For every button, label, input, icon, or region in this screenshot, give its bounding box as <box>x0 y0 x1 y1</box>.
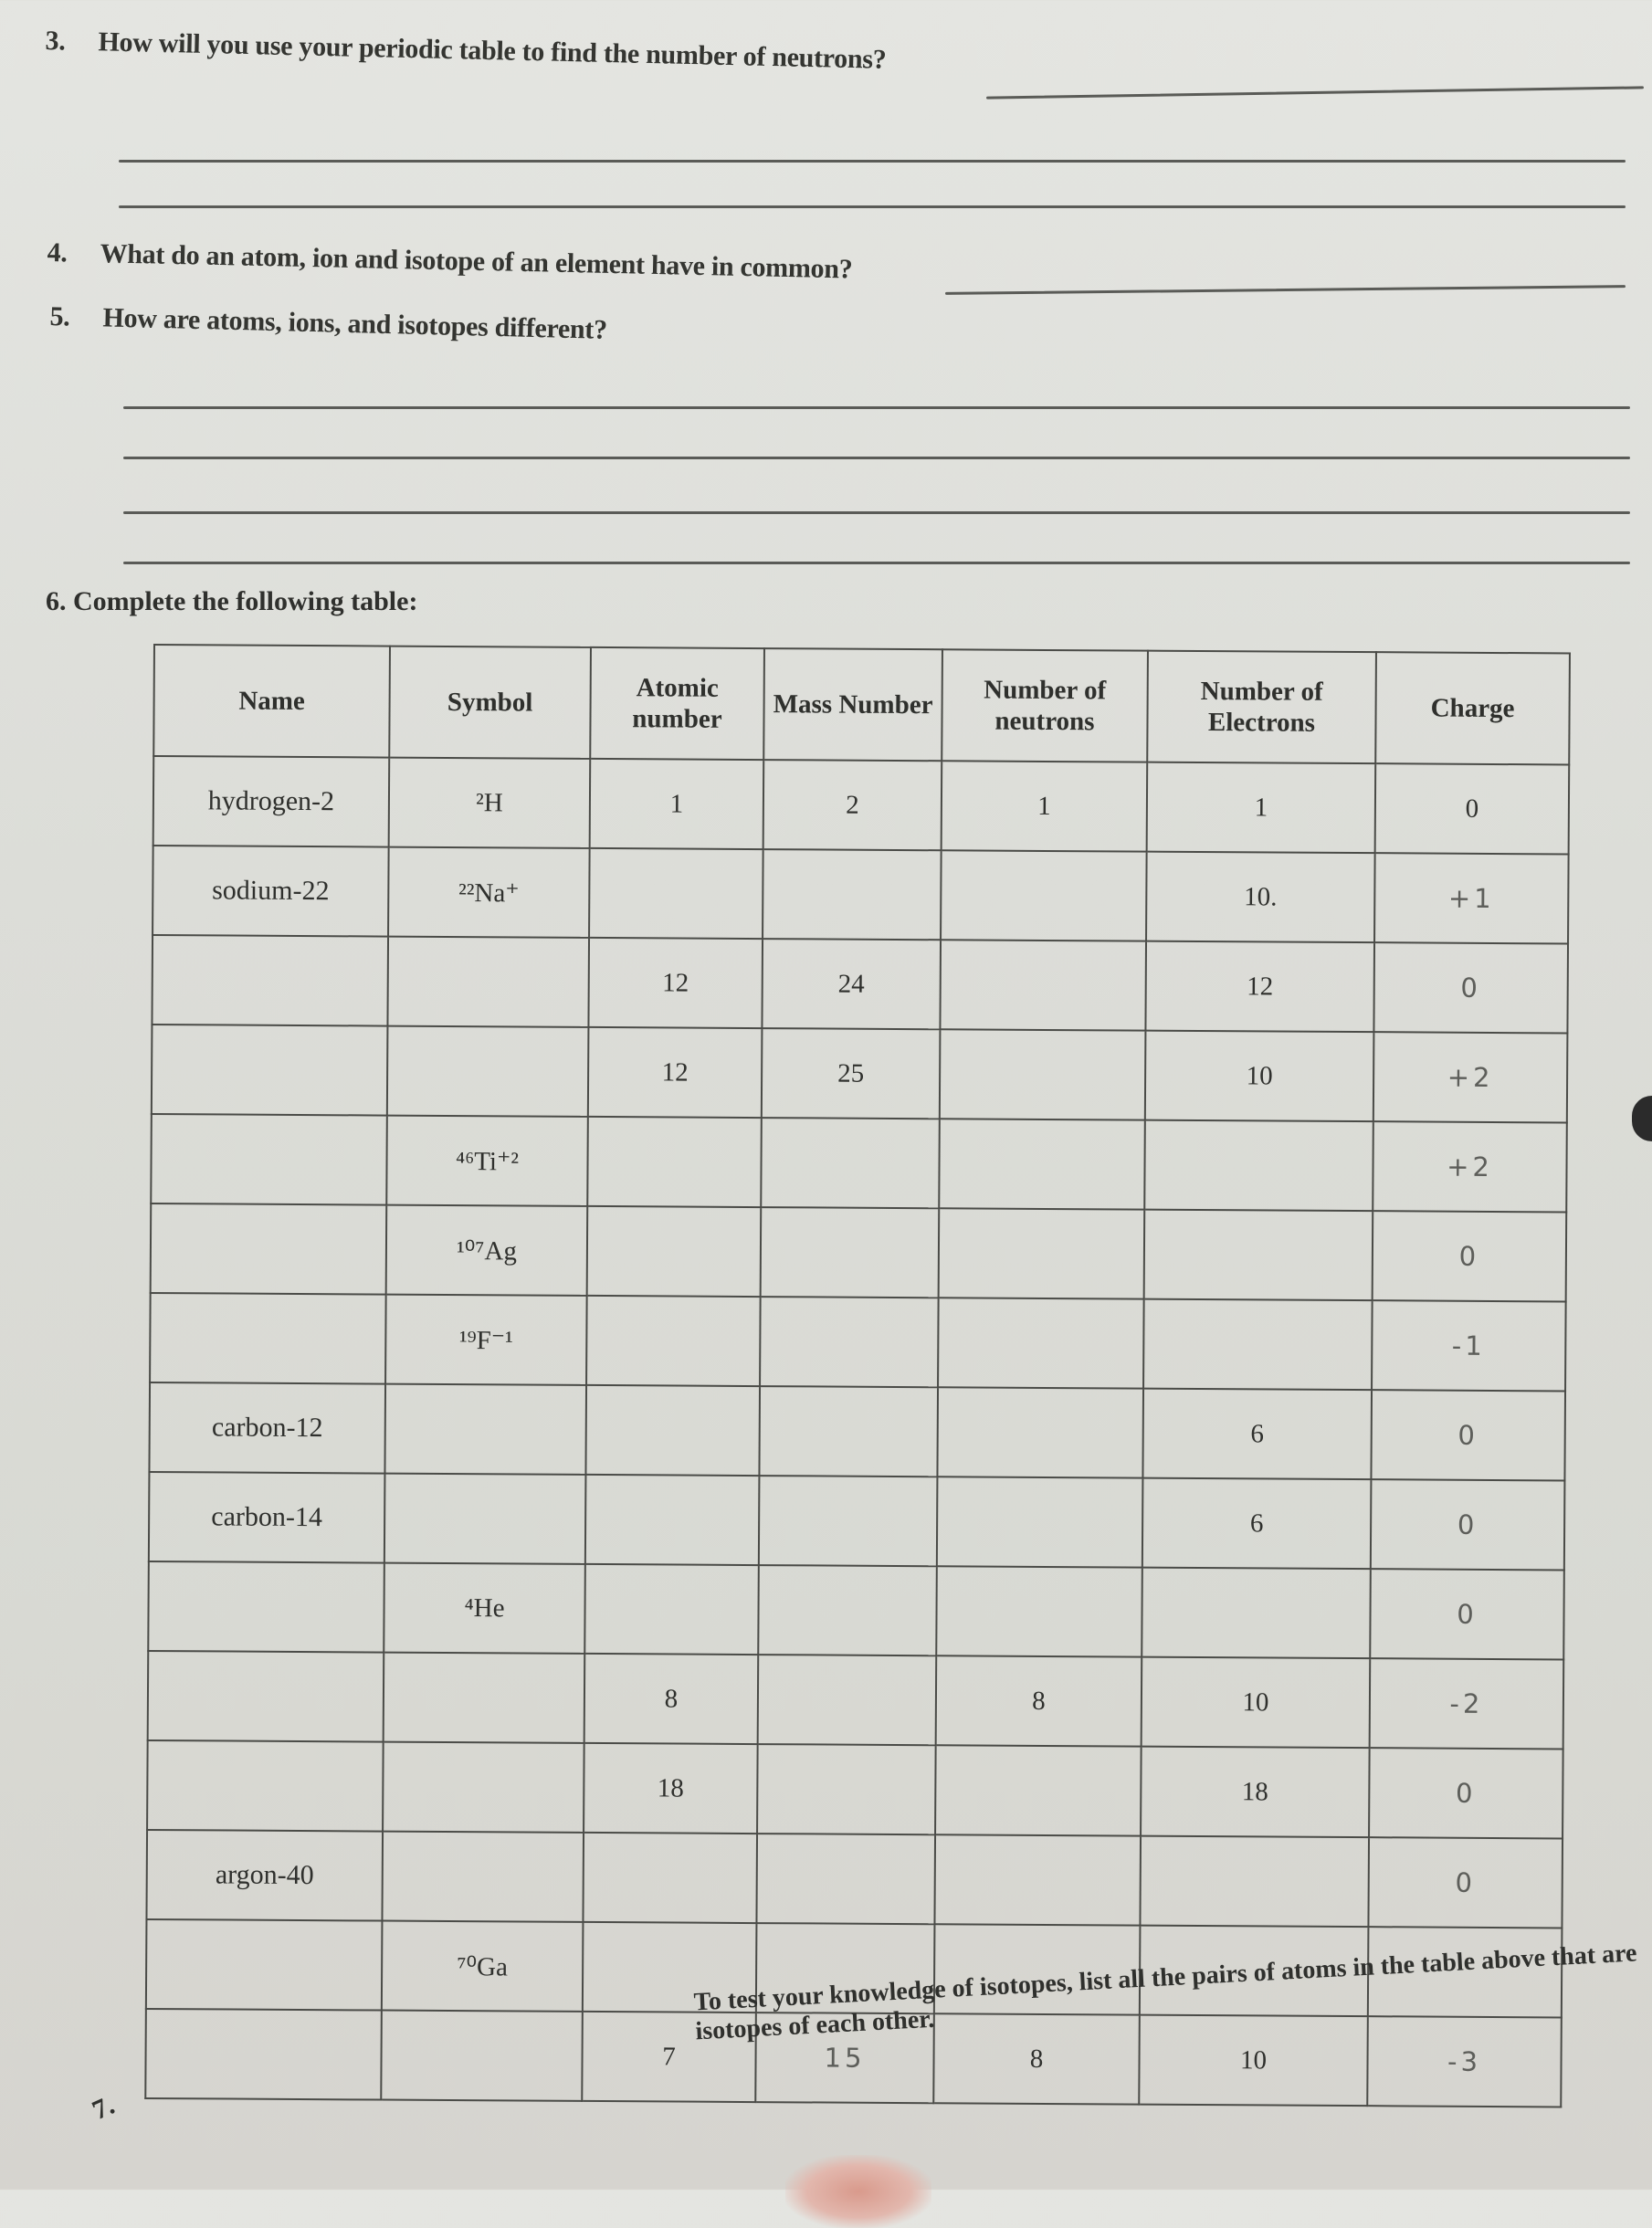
question-text: How are atoms, ions, and isotopes different? <box>102 302 608 345</box>
table-row <box>152 935 1568 1033</box>
cell-neutrons[interactable] <box>941 850 1147 941</box>
cell-charge-handwritten[interactable]: +1 <box>1374 853 1569 943</box>
table-row <box>151 1114 1567 1212</box>
header-electrons: Number of Electrons <box>1147 651 1376 764</box>
cell-symbol[interactable]: ⁴⁶Ti⁺² <box>386 1116 588 1206</box>
cell-atomic-number[interactable] <box>587 1117 762 1207</box>
cell-name[interactable] <box>152 1025 388 1116</box>
table-row <box>153 756 1570 854</box>
cell-name[interactable] <box>146 1919 383 2011</box>
finger-in-frame <box>785 2155 931 2228</box>
cell-atomic-number[interactable] <box>587 1206 762 1297</box>
cell-name[interactable]: argon-40 <box>146 1830 383 1921</box>
cell-atomic-number[interactable] <box>586 1296 761 1386</box>
cell-electrons[interactable]: 1 <box>1147 762 1376 854</box>
cell-name[interactable] <box>150 1293 386 1384</box>
isotope-table <box>144 644 1571 2107</box>
header-mass-number: Mass Number <box>763 648 942 761</box>
cell-atomic-number[interactable] <box>589 848 763 939</box>
cell-symbol[interactable]: ⁴He <box>384 1563 585 1654</box>
cell-electrons[interactable] <box>1143 1299 1373 1391</box>
cell-neutrons[interactable]: 8 <box>936 1655 1142 1746</box>
question-text: What do an atom, ion and isotope of an element have in common? <box>100 238 853 285</box>
cell-name[interactable] <box>152 935 388 1026</box>
answer-line[interactable] <box>945 285 1626 295</box>
cell-electrons[interactable]: 10 <box>1145 1031 1374 1122</box>
cell-symbol[interactable]: ²²Na⁺ <box>388 847 590 938</box>
cell-neutrons[interactable] <box>937 1387 1143 1477</box>
question-6 <box>46 586 417 617</box>
cell-electrons[interactable] <box>1144 1120 1373 1212</box>
answer-line[interactable] <box>119 205 1626 208</box>
cell-charge-handwritten[interactable]: +2 <box>1373 1032 1568 1122</box>
question-text: How will you use your periodic table to find the number of neutrons? <box>98 26 887 75</box>
cell-name[interactable] <box>151 1203 387 1295</box>
cell-charge-handwritten[interactable]: -2 <box>1370 1658 1564 1749</box>
cell-charge-handwritten[interactable]: 0 <box>1373 942 1568 1033</box>
cell-mass-number[interactable]: 24 <box>762 939 941 1029</box>
cell-symbol[interactable] <box>383 1742 584 1833</box>
cell-electrons[interactable]: 6 <box>1142 1389 1372 1480</box>
cell-atomic-number[interactable]: 7 <box>582 2012 756 2102</box>
cell-name[interactable] <box>148 1561 384 1653</box>
cell-charge[interactable]: 0 <box>1375 763 1570 854</box>
cell-charge-handwritten[interactable]: 0 <box>1371 1390 1565 1480</box>
table-row <box>152 1025 1568 1122</box>
table-row <box>148 1651 1564 1749</box>
cell-neutrons[interactable] <box>940 940 1146 1030</box>
cell-neutrons[interactable]: 1 <box>942 761 1148 851</box>
cell-neutrons[interactable] <box>936 1566 1142 1656</box>
cell-atomic-number[interactable]: 8 <box>584 1654 759 1744</box>
cell-charge-handwritten[interactable]: 0 <box>1371 1479 1565 1570</box>
cell-neutrons[interactable] <box>935 1745 1142 1835</box>
table-header-row <box>153 645 1570 764</box>
question-number: 4. <box>47 237 68 268</box>
cell-neutrons[interactable] <box>940 1029 1146 1119</box>
header-atomic-number: Atomic number <box>590 647 764 760</box>
cell-electrons[interactable]: 10 <box>1142 1657 1371 1749</box>
cell-name[interactable] <box>148 1651 384 1742</box>
cell-mass-number[interactable] <box>759 1386 938 1477</box>
cell-name[interactable] <box>151 1114 387 1205</box>
table-row <box>148 1561 1564 1659</box>
cell-symbol[interactable]: ²H <box>389 758 591 848</box>
table-row <box>149 1382 1565 1480</box>
cell-mass-number[interactable] <box>759 1476 938 1566</box>
cell-atomic-number[interactable]: 18 <box>584 1743 758 1834</box>
cell-neutrons[interactable]: 8 <box>933 2013 1140 2104</box>
cell-atomic-number[interactable]: 1 <box>590 759 764 849</box>
answer-line[interactable] <box>119 160 1626 163</box>
question-5 <box>49 301 607 346</box>
cell-electrons[interactable] <box>1142 1568 1371 1659</box>
table-row <box>153 846 1569 943</box>
answer-line[interactable] <box>986 86 1644 99</box>
cell-atomic-number[interactable] <box>585 1475 760 1565</box>
cell-charge-handwritten[interactable]: +2 <box>1373 1121 1567 1212</box>
cell-mass-number[interactable] <box>763 849 942 940</box>
question-number: 3. <box>45 26 66 57</box>
cell-electrons[interactable] <box>1140 1836 1369 1928</box>
cell-electrons[interactable]: 12 <box>1145 941 1374 1033</box>
answer-line[interactable] <box>123 457 1630 459</box>
cell-symbol[interactable] <box>384 1474 586 1564</box>
cell-mass-number[interactable] <box>761 1207 940 1298</box>
table-row <box>147 1740 1563 1838</box>
question-4 <box>47 237 852 285</box>
cell-electrons[interactable] <box>1144 1210 1373 1301</box>
cell-mass-number[interactable] <box>758 1655 937 1745</box>
cell-symbol[interactable]: ¹⁰⁷Ag <box>386 1205 588 1296</box>
binder-clip-shadow <box>1632 1096 1652 1141</box>
cell-symbol[interactable] <box>384 1653 585 1743</box>
cell-symbol[interactable] <box>387 1026 589 1117</box>
cell-mass-number[interactable] <box>760 1297 939 1387</box>
cell-charge-handwritten[interactable]: 0 <box>1370 1569 1564 1659</box>
cell-electrons[interactable]: 18 <box>1141 1747 1370 1838</box>
cell-symbol[interactable]: ¹⁹F⁻¹ <box>385 1295 587 1385</box>
cell-atomic-number[interactable] <box>583 1833 757 1923</box>
cell-neutrons[interactable] <box>939 1119 1145 1209</box>
answer-line[interactable] <box>123 511 1630 514</box>
table-row <box>151 1203 1567 1301</box>
answer-line[interactable] <box>123 562 1630 564</box>
header-charge: Charge <box>1375 652 1570 764</box>
cell-name[interactable] <box>147 1740 384 1832</box>
cell-atomic-number[interactable] <box>585 1385 760 1476</box>
cell-mass-number[interactable]: 2 <box>763 760 942 850</box>
answer-line[interactable] <box>123 406 1630 409</box>
cell-atomic-number[interactable]: 12 <box>588 1027 763 1118</box>
cell-name[interactable] <box>145 2009 382 2100</box>
cell-mass-number-handwritten[interactable]: 15 <box>755 2013 934 2103</box>
cell-charge-handwritten[interactable]: -1 <box>1372 1300 1566 1391</box>
question-3 <box>45 26 887 76</box>
cell-mass-number[interactable]: 25 <box>762 1028 941 1119</box>
cell-charge-handwritten[interactable]: -3 <box>1367 2016 1562 2107</box>
cell-symbol[interactable] <box>381 2011 583 2101</box>
question-number: 6. <box>46 586 67 616</box>
header-symbol: Symbol <box>389 646 591 759</box>
cell-atomic-number[interactable]: 12 <box>588 938 763 1028</box>
header-name: Name <box>153 645 390 758</box>
table-row <box>146 1830 1563 1928</box>
cell-name[interactable]: sodium-22 <box>153 846 389 937</box>
cell-symbol[interactable] <box>382 1832 584 1922</box>
cell-charge-handwritten[interactable]: 0 <box>1369 1748 1563 1838</box>
cell-neutrons[interactable] <box>934 1834 1141 1925</box>
cell-mass-number[interactable] <box>758 1565 937 1655</box>
cell-name[interactable]: carbon-12 <box>149 1382 385 1474</box>
cell-mass-number[interactable] <box>757 1744 936 1834</box>
question-7-text: To test your knowledge of isotopes, list all the pairs of atoms in the table above that are isotopes of each other. <box>693 1939 1638 2046</box>
cell-atomic-number[interactable] <box>584 1564 759 1655</box>
cell-symbol[interactable] <box>384 1384 586 1475</box>
cell-mass-number[interactable] <box>756 1834 935 1924</box>
cell-name[interactable]: carbon-14 <box>149 1472 385 1563</box>
cell-neutrons[interactable] <box>937 1477 1143 1567</box>
table-row <box>149 1472 1565 1570</box>
cell-electrons[interactable]: 10 <box>1139 2015 1368 2107</box>
cell-charge-handwritten[interactable]: 0 <box>1368 1837 1563 1928</box>
question-7 <box>88 2090 119 2127</box>
table-row <box>150 1293 1566 1391</box>
cell-mass-number[interactable] <box>761 1118 940 1208</box>
cell-symbol[interactable] <box>387 937 589 1027</box>
cell-neutrons[interactable] <box>938 1298 1144 1388</box>
header-neutrons: Number of neutrons <box>942 649 1148 762</box>
table-title: Complete the following table: <box>73 586 418 616</box>
cell-neutrons[interactable] <box>939 1208 1145 1298</box>
cell-symbol[interactable]: ⁷⁰Ga <box>382 1921 584 2012</box>
question-number: 5. <box>49 301 70 332</box>
cell-charge-handwritten[interactable]: 0 <box>1373 1211 1567 1301</box>
cell-name[interactable]: hydrogen-2 <box>153 756 390 847</box>
cell-electrons[interactable]: 6 <box>1142 1478 1372 1570</box>
cell-electrons[interactable]: 10. <box>1146 852 1375 943</box>
question-number: 7. <box>88 2089 120 2127</box>
